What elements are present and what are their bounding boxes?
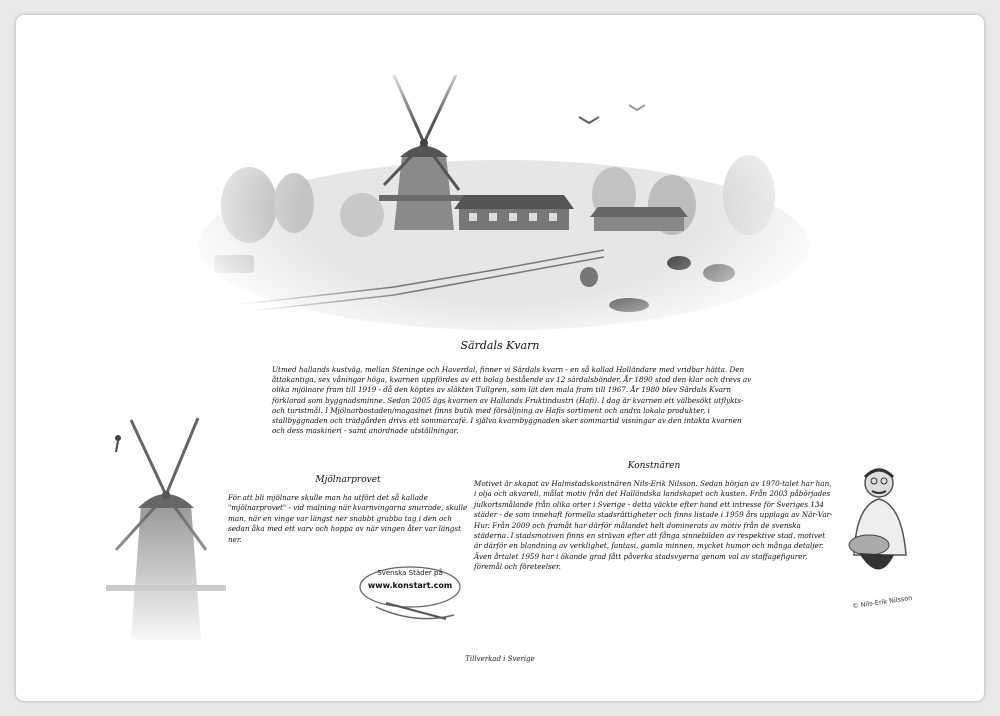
section-body-right: Motivet är skapat av Halmstadskonstnären Nils-Erik Nilsson. Sedan början av 1970-talet har han, i olja och akvarell, målat motiv från det Halländska landskapet och kusten. Från 2003 påbörjades julkortsmålande från olika orter i Sverige - detta väckte efter hand ett intresse för Sveriges 134 städer - de som innehaft formella stadsrättigheter och finns listade i 1959 års upplaga av När-Var-Hur. Från 2009 och framåt har därför målandet helt dominerats av motiv från de svenska städerna. I stadsmotiven finns en strävan efter att fånga sinnebilden av respektive stad, motivet är därför en blandning av verklighet, fantasi, gamla minnen, mycket humor och många detaljer. Även årtalet 1959 har i ökande grad fått påverka stadsvyerna genom val av staffagefigurer, föremål och företeelser. xyxy=(474,479,833,572)
artist-portrait-illustration xyxy=(834,455,924,595)
artist-signature: © Nils-Erik Nilsson xyxy=(851,593,913,611)
section-title-right: Konstnären xyxy=(627,461,681,471)
logo-url-link[interactable]: www.konstart.com xyxy=(367,581,453,590)
mjolnarprovet-section xyxy=(228,475,468,545)
poster-sheet xyxy=(16,15,984,701)
konstnaren-section xyxy=(474,461,834,573)
windmill-landscape-illustration xyxy=(194,55,814,335)
section-title-left: Mjölnarprovet xyxy=(315,475,381,485)
konstart-logo[interactable] xyxy=(356,563,464,623)
windmill-sketch-left xyxy=(86,410,246,650)
footer-made-in: Tillverkad i Sverige xyxy=(465,655,535,663)
section-body-left: För att bli mjölnare skulle man ha utfört det så kallade "mjölnarprovet" - vid malning när kvarnvingarna snurrade, skulle man, när en vinge var längst ner snabbt grabba tag i den och sedan åka med ett varv och hoppa av när vingen åter var längst ner. xyxy=(228,493,468,544)
poster-title: Särdals Kvarn xyxy=(460,339,540,352)
intro-paragraph: Utmed hallands kustväg, mellan Steninge och Haverdal, finner vi Särdals kvarn - en så kallad Holländare med vridbar hätta. Den åttakantiga, sex våningar höga, kvarnen uppfördes av ett bolag bestående av 12 särdalsbönder. År 1890 stod den klar och drevs av olika mjölnare fram till 1919 - då den köptes av släkten Tullgren, som lät den mala fram till 1967. År 1980 blev Särdals Kvarn förklarad som byggnadsminne. Sedan 2005 ägs kvarnen av Hallands Fruktindustri (Hafi). I dag är kvarnen ett välbesökt utflykts- och turistmål. I Mjölnarbostaden/magasinet finns butik med försäljning av Hafis sortiment och andra lokala produkter, i stallbyggnaden och trädgården drivs ett sommarcafé. I själva kvarnbyggnaden sker sommartid visningar av den intakta kvarnen och dess maskineri - samt anordnade utställningar. xyxy=(272,365,752,436)
logo-tagline: Svenska Städer på xyxy=(377,569,443,577)
